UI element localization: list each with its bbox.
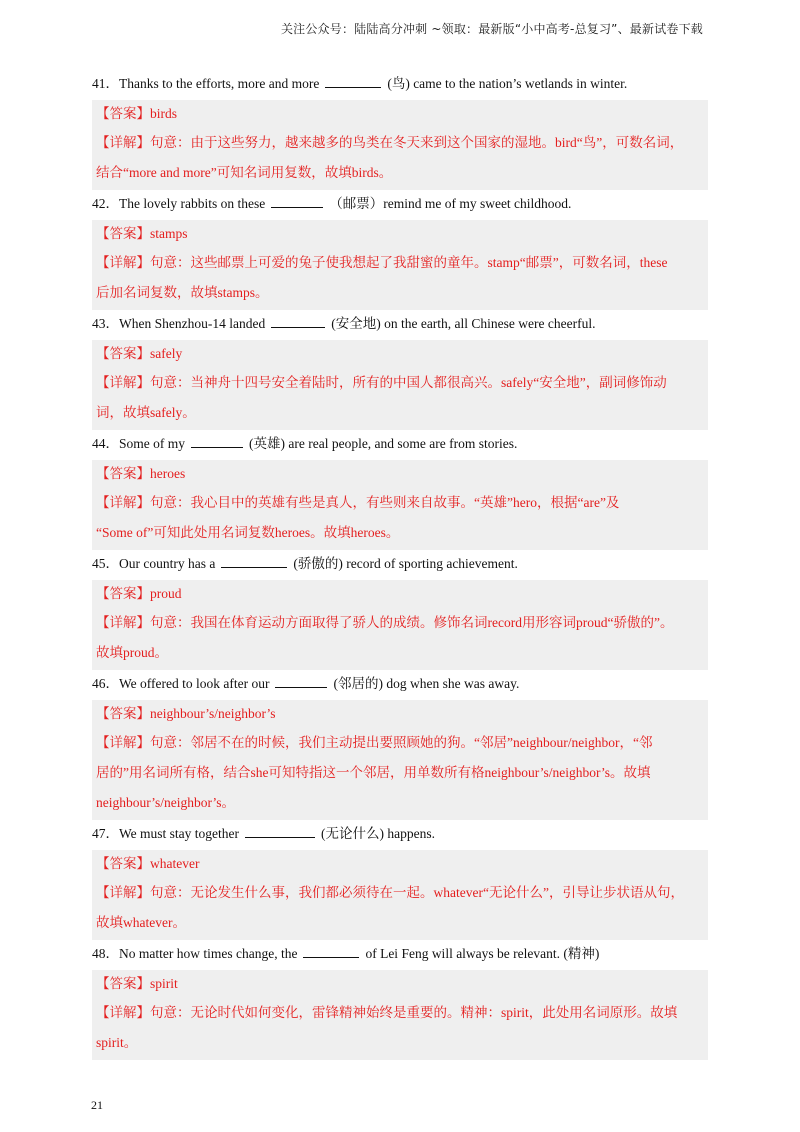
answer-line: 【答案】stamps <box>96 226 188 241</box>
answer-box-43 <box>92 340 708 430</box>
exercise-list <box>92 74 708 1064</box>
question-48: 48．No matter how times change, the of Lei Feng will always be relevant. (精神) <box>92 946 600 961</box>
analysis-line: 【详解】句意：无论发生什么事，我们都必须待在一起。whatever“无论什么”，引导让步状语从句， <box>96 885 684 900</box>
page-header: 关注公众号：陆陆高分冲刺 ~领取：最新版“小中高考-总复习”、最新试卷下载 <box>280 22 703 36</box>
analysis-line: 【详解】句意：当神舟十四号安全着陆时，所有的中国人都很高兴。safely“安全地”，副词修饰动 <box>96 375 667 390</box>
analysis-line: 【详解】句意：邻居不在的时候，我们主动提出要照顾她的狗。“邻居”neighbour/neighbor，“邻 <box>96 735 653 750</box>
answer-line: 【答案】birds <box>96 106 177 121</box>
analysis-line: 【详解】句意：我国在体育运动方面取得了骄人的成绩。修饰名词record用形容词proud“骄傲的”。 <box>96 615 674 630</box>
answer-box-41 <box>92 100 708 190</box>
exercise-item-48 <box>92 944 708 1060</box>
answer-box-46 <box>92 700 708 820</box>
answer-line: 【答案】neighbour’s/neighbor’s <box>96 706 276 721</box>
analysis-line: 【详解】句意：由于这些努力，越来越多的鸟类在冬天来到这个国家的湿地。bird“鸟”，可数名词， <box>96 135 684 150</box>
analysis-line: spirit。 <box>96 1035 138 1050</box>
answer-blank <box>245 824 315 838</box>
analysis-line: 故填whatever。 <box>96 915 186 930</box>
question-44: 44．Some of my (英雄) are real people, and some are from stories. <box>92 436 518 451</box>
answer-blank <box>191 434 243 448</box>
exercise-item-46 <box>92 674 708 820</box>
answer-blank <box>303 944 359 958</box>
answer-box-44 <box>92 460 708 550</box>
answer-blank <box>275 674 327 688</box>
answer-line: 【答案】whatever <box>96 856 200 871</box>
exercise-item-43 <box>92 314 708 430</box>
answer-box-45 <box>92 580 708 670</box>
answer-line: 【答案】spirit <box>96 976 178 991</box>
question-47: 47．We must stay together (无论什么) happens. <box>92 826 435 841</box>
answer-box-48 <box>92 970 708 1060</box>
analysis-line: 结合“more and more”可知名词用复数，故填birds。 <box>96 165 393 180</box>
question-46: 46．We offered to look after our (邻居的) dog when she was away. <box>92 676 520 691</box>
question-43: 43．When Shenzhou-14 landed (安全地) on the earth, all Chinese were cheerful. <box>92 316 596 331</box>
analysis-line: 后加名词复数，故填stamps。 <box>96 285 269 300</box>
page-number: 21 <box>91 1098 103 1112</box>
analysis-line: 词，故填safely。 <box>96 405 196 420</box>
exercise-item-47 <box>92 824 708 940</box>
answer-line: 【答案】heroes <box>96 466 186 481</box>
analysis-line: 【详解】句意：我心目中的英雄有些是真人，有些则来自故事。“英雄”hero，根据“are”及 <box>96 495 620 510</box>
analysis-line: 【详解】句意：无论时代如何变化，雷锋精神始终是重要的。精神：spirit，此处用名词原形。故填 <box>96 1005 678 1020</box>
answer-blank <box>325 74 381 88</box>
question-45: 45．Our country has a (骄傲的) record of sporting achievement. <box>92 556 518 571</box>
answer-box-42 <box>92 220 708 310</box>
answer-blank <box>271 314 325 328</box>
analysis-line: neighbour’s/neighbor’s。 <box>96 795 235 810</box>
exercise-item-45 <box>92 554 708 670</box>
exercise-item-42 <box>92 194 708 310</box>
exercise-item-41 <box>92 74 708 190</box>
analysis-line: “Some of”可知此处用名词复数heroes。故填heroes。 <box>96 525 400 540</box>
analysis-line: 故填proud。 <box>96 645 168 660</box>
question-42: 42．The lovely rabbits on these （邮票）remind me of my sweet childhood. <box>92 196 572 211</box>
answer-blank <box>221 554 287 568</box>
answer-line: 【答案】safely <box>96 346 183 361</box>
answer-line: 【答案】proud <box>96 586 182 601</box>
analysis-line: 【详解】句意：这些邮票上可爱的兔子使我想起了我甜蜜的童年。stamp“邮票”，可数名词，these <box>96 255 668 270</box>
question-41: 41．Thanks to the efforts, more and more (鸟) came to the nation’s wetlands in winter. <box>92 76 628 91</box>
exercise-item-44 <box>92 434 708 550</box>
answer-box-47 <box>92 850 708 940</box>
analysis-line: 居的”用名词所有格，结合she可知特指这一个邻居，用单数所有格neighbour’s/neighbor’s。故填 <box>96 765 651 780</box>
answer-blank <box>271 194 323 208</box>
